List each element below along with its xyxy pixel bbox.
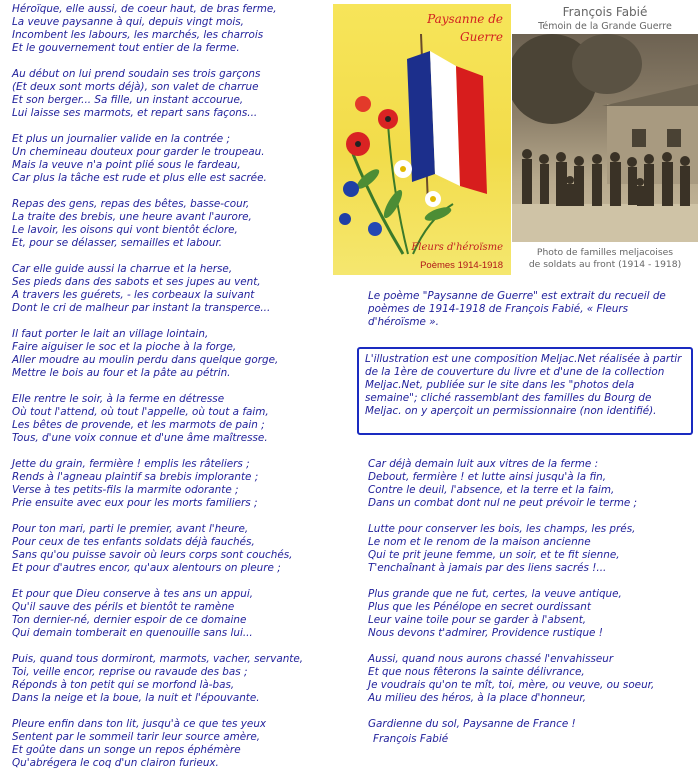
author-name: François Fabié <box>562 5 648 19</box>
author-tagline: Témoin de la Grande Guerre <box>538 21 672 32</box>
poem-line: Pour ceux de tes enfants soldats déjà fauchés, <box>12 536 255 548</box>
illustration-note-box: L'illustration est une composition Meljac.Net réalisée à partir de la 1ère de couverture du livre et d'une de la collection Meljac.Net, publiée sur le site dans les "photos dela semaine"; cliché rassemblant des familles du Bourg de Meljac. on y aperçoit un permissionnaire (non identifié). <box>357 347 693 435</box>
poem-line: Rends à l'agneau plaintif sa brebis implorante ; <box>12 471 259 483</box>
poem-stanza <box>12 458 303 510</box>
poem-line: La traite des brebis, une heure avant l'aurore, <box>12 211 252 223</box>
poem-line: Leur vaine toile pour se garder à l'absent, <box>368 614 587 626</box>
poem-line: Les bêtes de provende, et les marmots de pain ; <box>12 419 265 431</box>
poem-line: Car plus la tâche est rude et plus elle est sacrée. <box>12 172 267 184</box>
group-of-people <box>522 149 690 206</box>
poem-stanza <box>12 3 303 55</box>
poem-line: T'enchaînant à jamais par des liens sacrés !... <box>368 562 607 574</box>
poem-line: Un chemineau douteux pour garder le troupeau. <box>12 146 265 158</box>
poem-line: Dans la neige et la boue, la nuit et l'épouvante. <box>12 692 260 704</box>
poem-stanza <box>12 718 303 770</box>
poem-line: Et son berger... Sa fille, un instant accourue, <box>12 94 244 106</box>
poem-stanza <box>368 653 654 705</box>
poem-stanza <box>12 198 303 250</box>
poem-line: Et pour que Dieu conserve à tes ans un appui, <box>12 588 254 600</box>
poem-stanza <box>12 328 303 380</box>
poem-line: Plus grande que ne fut, certes, la veuve antique, <box>368 588 622 600</box>
poem-line: Aussi, quand nous aurons chassé l'envahisseur <box>368 653 614 665</box>
poem-line: Qui demain tomberait en quenouille sans lui... <box>12 627 253 639</box>
poem-line: Pour ton mari, parti le premier, avant l'heure, <box>12 523 249 535</box>
photo-caption-line2: de soldats au front (1914 - 1918) <box>528 259 682 270</box>
poem-line: Au milieu des héros, à la place d'honneur, <box>368 692 587 704</box>
poem-line: Je voudrais qu'on te mît, toi, mère, ou veuve, ou soeur, <box>368 679 655 691</box>
poem-line: Ton dernier-né, dernier espoir de ce domaine <box>12 614 247 626</box>
poem-line: Jette du grain, fermière ! emplis les râteliers ; <box>12 458 250 470</box>
poem-line: La veuve paysanne à qui, depuis vingt mois, <box>12 16 244 28</box>
poem-line: A travers les guérets, - les corbeaux la suivant <box>12 289 255 301</box>
poem-line: Et goûte dans un songe un repos éphémère <box>12 744 241 756</box>
poem-line: Verse à tes petits-fils la marmite odorante ; <box>12 484 239 496</box>
poem-line: Tous, d'une voix connue et d'une âme maîtresse. <box>12 432 268 444</box>
cover-title-line2: Guerre <box>460 30 503 44</box>
poem-line: Plus que les Pénélope en secret ourdissant <box>368 601 591 613</box>
flag-red-band <box>456 66 487 194</box>
poem-line: Il faut porter le lait an village lointain, <box>12 328 209 340</box>
flag-and-flowers-illustration <box>333 4 511 275</box>
cover-years: Poèmes 1914-1918 <box>420 260 503 271</box>
poem-line: Prie ensuite avec eux pour les morts familiers ; <box>12 497 258 509</box>
poem-line: Et le gouvernement tout entier de la ferme. <box>12 42 240 54</box>
family-photo-scene <box>512 34 698 242</box>
poem-line: Mettre le bois au four et la pâte au pétrin. <box>12 367 231 379</box>
poem-line: Puis, quand tous dormiront, marmots, vacher, servante, <box>12 653 304 665</box>
poem-line: Qui te prit jeune femme, un soir, et te fit sienne, <box>368 549 620 561</box>
intro-paragraph: Le poème "Paysanne de Guerre" est extrait du recueil de poèmes de 1914-1918 de François Fabié, « Fleurs d'héroïsme ». <box>368 290 666 328</box>
cornflowers <box>339 181 382 236</box>
poem-left-column <box>12 3 303 783</box>
poem-stanza <box>368 588 654 640</box>
poem-line: Et, pour se délasser, semailles et labour. <box>12 237 223 249</box>
poem-line: Gardienne du sol, Paysanne de France ! <box>368 718 576 730</box>
poem-line: Réponds à ton petit qui se morfond là-bas, <box>12 679 235 691</box>
poem-stanza <box>12 588 303 640</box>
poem-line: Qu'abrégera le coq d'un clairon furieux. <box>12 757 219 769</box>
poem-line: Où tout l'attend, où tout l'appelle, où tout a faim, <box>12 406 269 418</box>
poem-line: Faire aiguiser le soc et la pioche à la forge, <box>12 341 237 353</box>
poem-stanza <box>368 458 654 510</box>
poem-line: Lutte pour conserver les bois, les champs, les prés, <box>368 523 636 535</box>
cover-title-line1: Paysanne de <box>427 12 503 26</box>
book-cover-image <box>333 4 511 275</box>
poem-stanza <box>12 68 303 120</box>
poem-line: Aller moudre au moulin perdu dans quelque gorge, <box>12 354 279 366</box>
poem-line: Et que nous fêterons la sainte délivrance, <box>368 666 585 678</box>
cover-subtitle: Fleurs d'héroïsme <box>411 242 503 253</box>
poem-line: Au début on lui prend soudain ses trois garçons <box>12 68 261 80</box>
poem-line: Toi, veille encor, reprise ou ravaude des bas ; <box>12 666 248 678</box>
poem-line: Le lavoir, les oisons qui vont bientôt éclore, <box>12 224 238 236</box>
poem-line: Nous devons t'admirer, Providence rustique ! <box>368 627 603 639</box>
poem-line: Héroïque, elle aussi, de coeur haut, de bras ferme, <box>12 3 277 15</box>
poem-line: Sans qu'ou puisse savoir où leurs corps sont couchés, <box>12 549 293 561</box>
poem-line: Incombent les labours, les marchés, les charrois <box>12 29 264 41</box>
poem-line: Repas des gens, repas des bêtes, basse-cour, <box>12 198 250 210</box>
poem-line: Qu'il sauve des périls et bientôt te ramène <box>12 601 235 613</box>
photo-caption-line1: Photo de familles meljacoises <box>536 247 674 258</box>
signature: François Fabié <box>373 733 449 745</box>
poem-line: Elle rentre le soir, à la ferme en détresse <box>12 393 225 405</box>
poem-stanza <box>12 523 303 575</box>
poem-stanza <box>368 718 654 731</box>
poem-line: Le nom et le renom de la maison ancienne <box>368 536 591 548</box>
poem-line: Et plus un journalier valide en la contrée ; <box>12 133 231 145</box>
poem-line: Lui laisse ses marmots, et repart sans façons... <box>12 107 258 119</box>
poem-stanza <box>12 263 303 315</box>
poem-line: Car déjà demain luit aux vitres de la ferme : <box>368 458 599 470</box>
poem-line: Sentent par le sommeil tarir leur source amère, <box>12 731 261 743</box>
poem-stanza <box>12 393 303 445</box>
poem-line: Et pour d'autres encor, qu'aux alentours on pleure ; <box>12 562 281 574</box>
poem-line: Debout, fermière ! et lutte ainsi jusqu'à la fin, <box>368 471 607 483</box>
poem-line: Ses pieds dans des sabots et ses jupes au vent, <box>12 276 261 288</box>
poem-stanza <box>12 653 303 705</box>
poem-line: Pleure enfin dans ton lit, jusqu'à ce que tes yeux <box>12 718 267 730</box>
poem-right-column <box>368 458 654 759</box>
poem-line: Contre le deuil, l'absence, et la terre et la faim, <box>368 484 615 496</box>
poem-stanza <box>368 523 654 575</box>
poem-line: Mais la veuve n'a point plié sous le fardeau, <box>12 159 241 171</box>
family-photo <box>512 34 698 242</box>
poem-stanza <box>12 133 303 185</box>
poem-line: (Et deux sont morts déjà), son valet de charrue <box>12 81 259 93</box>
poem-line: Dans un combat dont nul ne peut prévoir le terme ; <box>368 497 638 509</box>
poem-line: Dont le cri de malheur par instant la transperce... <box>12 302 271 314</box>
poem-line: Car elle guide aussi la charrue et la herse, <box>12 263 233 275</box>
